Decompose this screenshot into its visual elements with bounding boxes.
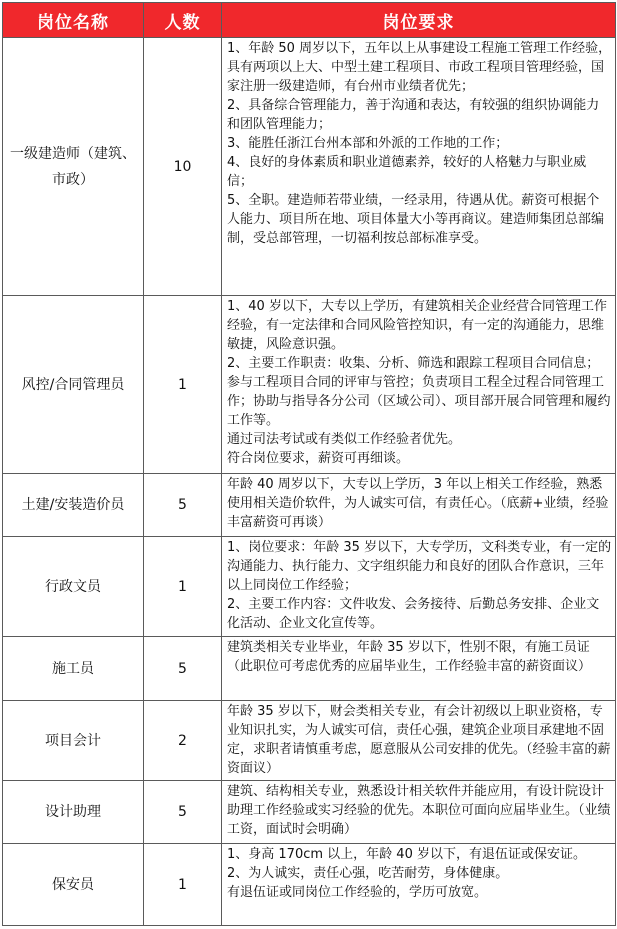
- requirement-line: 3、能胜任浙江台州本部和外派的工作地的工作；: [227, 136, 509, 151]
- requirements-cell: [222, 781, 616, 844]
- headcount: 1: [144, 844, 222, 926]
- table-row: [3, 637, 616, 701]
- requirements-cell: [222, 537, 616, 637]
- requirement-line: 年龄 35 岁以下，财会类相关专业，有会计初级以上职业资格，专业知识扎实，为人诚实可信，责任心强，建筑企业项目承建地不固定，求职者请慎重考虑，愿意服从公司安排的优先。（经验丰富的薪资面议）: [227, 704, 611, 776]
- requirement-line: 有退伍证或同岗位工作经验的，学历可放宽。: [227, 885, 488, 900]
- headcount: 10: [144, 38, 222, 296]
- requirement-line: 建筑类相关专业毕业，年龄 35 岁以下，性别不限，有施工员证（此职位可考虑优秀的应届毕业生，工作经验丰富的薪资面议）: [227, 640, 592, 674]
- table-row: [3, 38, 616, 296]
- requirement-line: 符合岗位要求，薪资可再细谈。: [227, 451, 410, 466]
- job-requirements-table: [2, 2, 616, 926]
- position-name: 施工员: [3, 637, 144, 701]
- requirement-line: 5、全职。建造师若带业绩，一经录用，待遇从优。薪资可根据个人能力、项目所在地、项目体量大小等再商议。建造师集团总部编制，受总部管理，一切福利按总部标准享受。: [227, 193, 605, 246]
- requirement-line: 2、具备综合管理能力，善于沟通和表达，有较强的组织协调能力和团队管理能力；: [227, 98, 600, 132]
- requirement-line: 4、良好的身体素质和职业道德素养，较好的人格魅力与职业威信；: [227, 155, 587, 189]
- header-count: 人数: [144, 3, 222, 38]
- headcount: 5: [144, 637, 222, 701]
- requirements-cell: [222, 701, 616, 781]
- position-name: 设计助理: [3, 781, 144, 844]
- headcount: 2: [144, 701, 222, 781]
- headcount: 1: [144, 296, 222, 474]
- requirements-cell: [222, 474, 616, 537]
- requirement-line: 1、身高 170cm 以上，年龄 40 岁以下，有退伍证或保安证。: [227, 847, 586, 862]
- requirement-line: 1、岗位要求：年龄 35 岁以下，大专学历，文科类专业，有一定的沟通能力、执行能力、文字组织能力和良好的团队合作意识，三年以上同岗位工作经验；: [227, 540, 612, 593]
- table-body: [3, 38, 616, 926]
- table-row: [3, 701, 616, 781]
- requirement-line: 2、主要工作内容：文件收发、会务接待、后勤总务安排、企业文化活动、企业文化宣传等。: [227, 597, 600, 631]
- requirement-line: 2、主要工作职责：收集、分析、筛选和跟踪工程项目合同信息；参与工程项目合同的评审与管控；负责项目工程全过程合同管理工作；协助与指导各分公司（区域公司）、项目部开展合同管理和履约工作等。: [227, 356, 611, 428]
- position-name: 土建/安装造价员: [3, 474, 144, 537]
- requirements-cell: [222, 296, 616, 474]
- position-name: 风控/合同管理员: [3, 296, 144, 474]
- requirements-cell: [222, 38, 616, 296]
- position-name: 保安员: [3, 844, 144, 926]
- headcount: 1: [144, 537, 222, 637]
- requirements-cell: [222, 637, 616, 701]
- header-position: 岗位名称: [3, 3, 144, 38]
- requirement-line: 1、年龄 50 周岁以下，五年以上从事建设工程施工管理工作经验，具有两项以上大、中型土建工程项目、市政工程项目管理经验，国家注册一级建造师，有台州市业绩者优先；: [227, 41, 612, 94]
- requirement-line: 年龄 40 周岁以下，大专以上学历，3 年以上相关工作经验，熟悉使用相关造价软件，为人诚实可信，有责任心。（底薪+业绩，经验丰富薪资可再谈）: [227, 477, 609, 530]
- position-name: 一级建造师（建筑、市政）: [3, 38, 144, 296]
- table-row: [3, 296, 616, 474]
- requirement-line: 建筑、结构相关专业，熟悉设计相关软件并能应用，有设计院设计助理工作经验或实习经验的优先。本职位可面向应届毕业生。（业绩工资，面试时会明确）: [227, 784, 611, 837]
- requirements-cell: [222, 844, 616, 926]
- requirement-line: 2、为人诚实，责任心强，吃苦耐劳，身体健康。: [227, 866, 509, 881]
- headcount: 5: [144, 781, 222, 844]
- position-name: 项目会计: [3, 701, 144, 781]
- table-row: [3, 474, 616, 537]
- table-row: [3, 781, 616, 844]
- table-row: [3, 537, 616, 637]
- position-name: 行政文员: [3, 537, 144, 637]
- headcount: 5: [144, 474, 222, 537]
- table-row: [3, 844, 616, 926]
- requirement-line: 通过司法考试或有类似工作经验者优先。: [227, 432, 462, 447]
- table-header-row: [3, 3, 616, 38]
- header-requirements: 岗位要求: [222, 3, 616, 38]
- requirement-line: 1、40 岁以下，大专以上学历，有建筑相关企业经营合同管理工作经验，有一定法律和合同风险管控知识，有一定的沟通能力，思维敏捷，风险意识强。: [227, 299, 607, 352]
